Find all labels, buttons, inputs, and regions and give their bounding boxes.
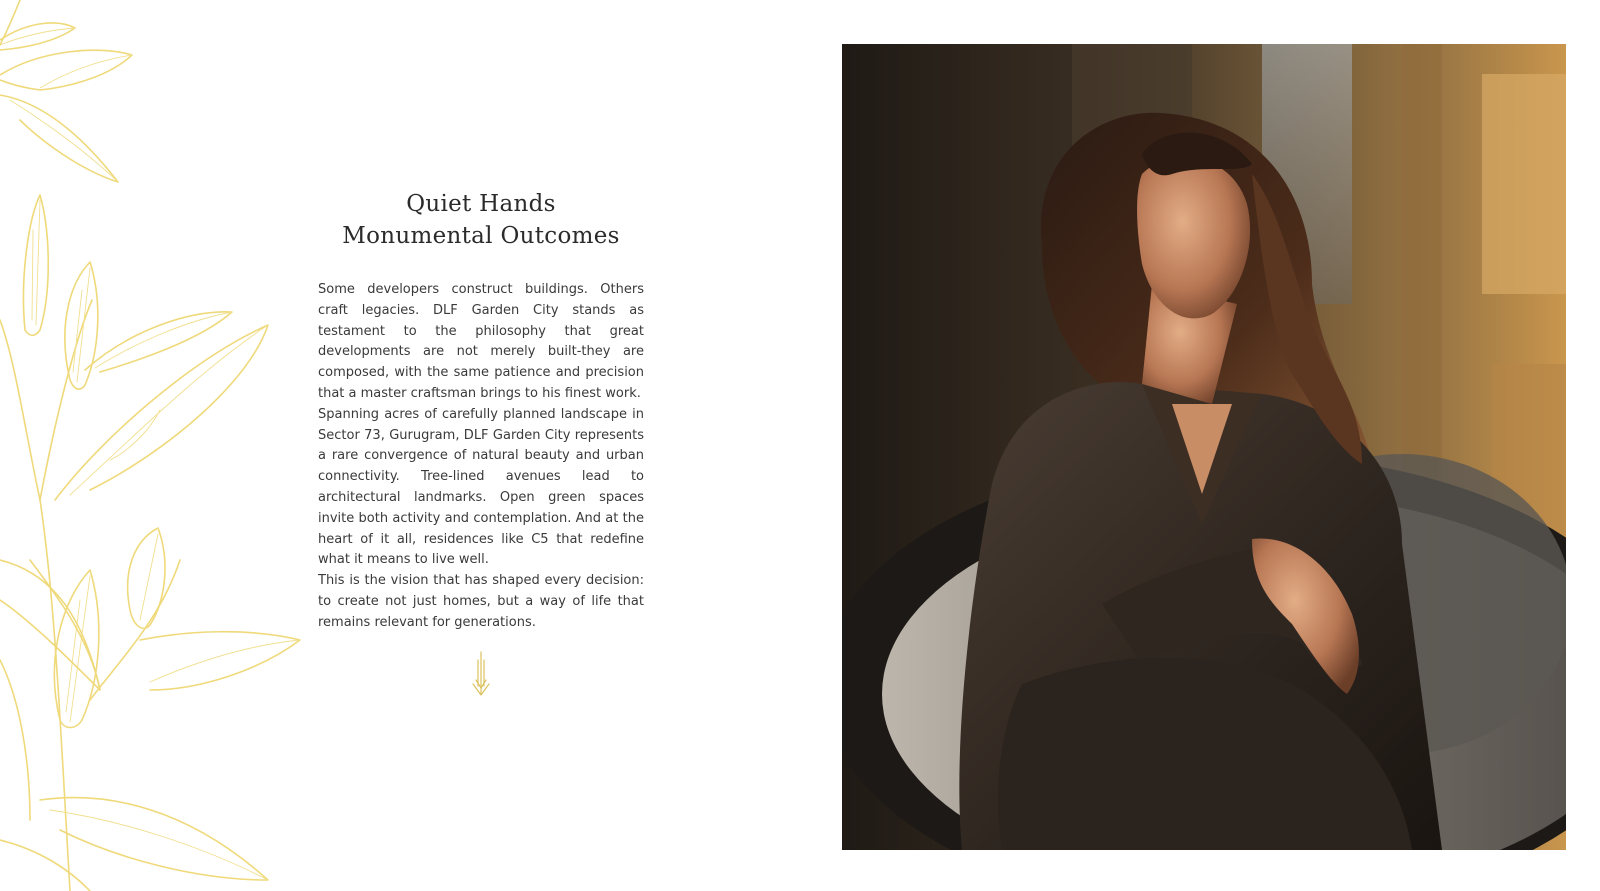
paragraph-1: Some developers construct buildings. Others craft legacies. DLF Garden City stands as testament to the philosophy that great developments are not merely built-they are composed, with the same patience and precision that a master craftsman brings to his finest work. <box>318 282 644 401</box>
paragraph-3: This is the vision that has shaped every decision: to create not just homes, but a way of life that remains relevant for generations. <box>318 573 644 630</box>
intro-section <box>318 188 644 634</box>
section-title <box>318 188 644 252</box>
woman-portrait-image <box>842 44 1566 850</box>
hero-photo <box>842 44 1566 850</box>
section-body <box>318 280 644 634</box>
title-line-1: Quiet Hands <box>406 191 556 217</box>
scroll-down-arrow-icon[interactable] <box>470 650 492 698</box>
paragraph-2: Spanning acres of carefully planned landscape in Sector 73, Gurugram, DLF Garden City represents a rare convergence of natural beauty and urban connectivity. Tree-lined avenues lead to architectural landmarks. Open green spaces invite both activity and contemplation. And at the heart of it all, residences like C5 that redefine what it means to live well. <box>318 406 644 568</box>
title-line-2: Monumental Outcomes <box>342 223 620 249</box>
floral-illustration <box>0 0 320 891</box>
